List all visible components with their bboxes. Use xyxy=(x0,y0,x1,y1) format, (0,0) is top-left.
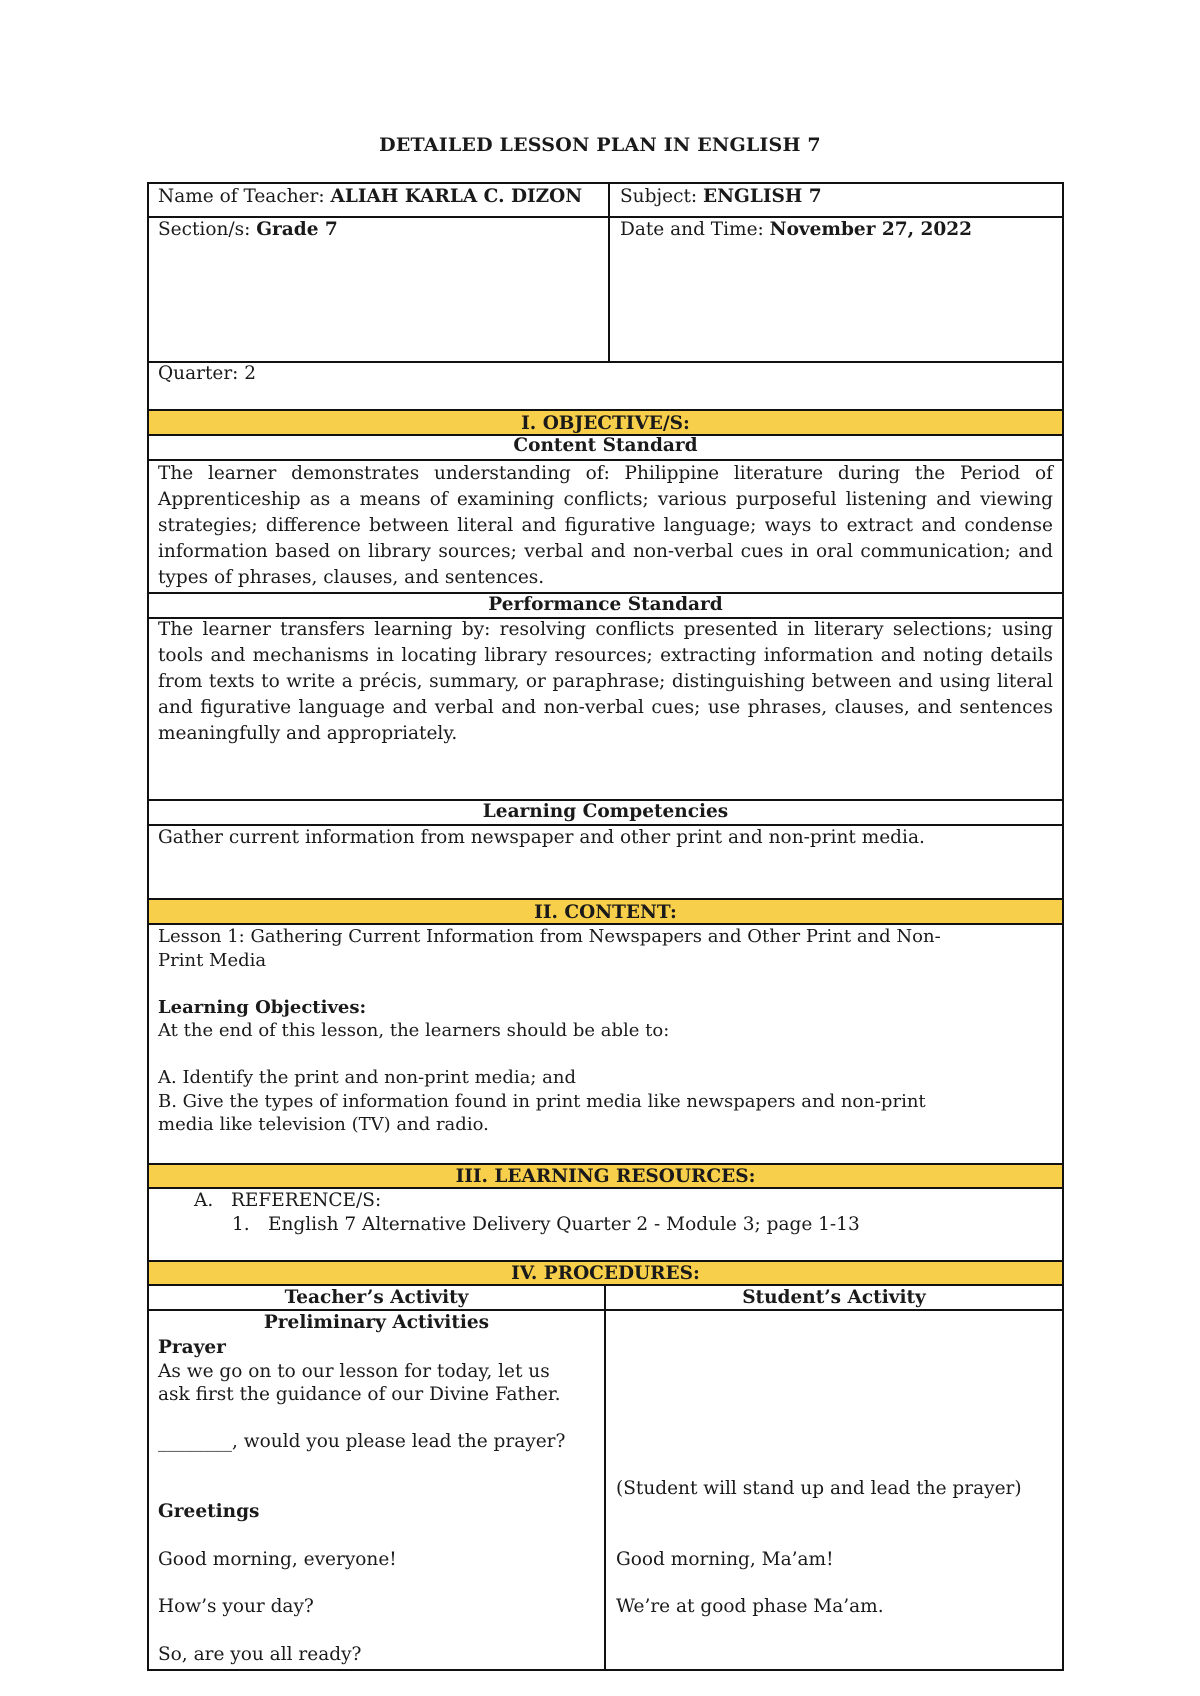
student-prayer-response: (Student will stand up and lead the prayer) xyxy=(616,1478,1022,1499)
content-heading: II. CONTENT: xyxy=(149,900,1062,923)
learning-competencies-heading: Learning Competencies xyxy=(482,801,729,822)
content-standard-text: The learner demonstrates understanding of: Philippine literature during the Period of Apprenticeship as a means of examining conflicts; various purposeful listening and viewing strategies; difference between literal and figurative language; ways to extract and condense information based on library sources; verbal and non-verbal cues in oral communication; and types of phrases, clauses, and sentences. xyxy=(158,463,1053,588)
table-border xyxy=(147,361,1064,363)
reference-item-marker: 1. xyxy=(232,1214,250,1235)
datetime-cell xyxy=(620,218,972,242)
section-cell xyxy=(158,218,338,242)
objectives-intro: At the end of this lesson, the learners should be able to: xyxy=(158,1020,670,1041)
table-border xyxy=(147,182,1064,184)
teacher-label: Name of Teacher: xyxy=(158,186,331,207)
lesson-title-line: Lesson 1: Gathering Current Information from Newspapers and Other Print and Non- xyxy=(158,926,941,947)
procedures-heading: IV. PROCEDURES: xyxy=(149,1262,1062,1284)
datetime-label: Date and Time: xyxy=(620,219,770,240)
column-divider xyxy=(608,182,610,362)
teacher-name: ALIAH KARLA C. DIZON xyxy=(330,186,583,207)
section-label: Section/s: xyxy=(158,219,257,240)
teacher-ready-question: So, are you all ready? xyxy=(158,1644,362,1665)
datetime-value: November 27, 2022 xyxy=(769,219,973,240)
prayer-text-line: ask first the guidance of our Divine Father. xyxy=(158,1384,561,1405)
teacher-greeting: Good morning, everyone! xyxy=(158,1549,397,1570)
lesson-title-line: Print Media xyxy=(158,949,267,971)
learning-objectives-label: Learning Objectives: xyxy=(158,996,367,1018)
resources-heading: III. LEARNING RESOURCES: xyxy=(149,1165,1062,1187)
objective-item-b: B. Give the types of information found in print media like newspapers and non-print xyxy=(158,1090,926,1112)
objectives-heading: I. OBJECTIVE/S: xyxy=(149,411,1062,434)
teacher-day-question: How’s your day? xyxy=(158,1596,314,1617)
prayer-label: Prayer xyxy=(158,1337,226,1358)
page-title: DETAILED LESSON PLAN IN ENGLISH 7 xyxy=(379,134,821,156)
reference-marker: A. xyxy=(194,1190,214,1211)
student-day-answer: We’re at good phase Ma’am. xyxy=(616,1596,884,1617)
learning-competencies-text: Gather current information from newspaper and other print and non-print media. xyxy=(158,827,925,848)
performance-standard-heading: Performance Standard xyxy=(488,594,723,615)
prayer-text-line: As we go on to our lesson for today, let us xyxy=(158,1361,550,1382)
lead-prayer-prompt: ________, would you please lead the prayer? xyxy=(158,1431,566,1452)
teacher-activity-header: Teacher’s Activity xyxy=(284,1287,469,1308)
reference-item: English 7 Alternative Delivery Quarter 2 - Module 3; page 1-13 xyxy=(268,1214,860,1235)
performance-standard-text: The learner transfers learning by: resolving conflicts presented in literary selections; using tools and mechanisms in locating library resources; extracting information and noting details from texts to write a précis, summary, or paraphrase; distinguishing between and using literal and figurative language and verbal and non-verbal cues; use phrases, clauses, and sentences meaningfully and appropriately. xyxy=(158,619,1053,744)
lesson-title xyxy=(158,925,1038,1137)
section-value: Grade 7 xyxy=(256,219,338,240)
subject-value: ENGLISH 7 xyxy=(703,186,822,207)
subject-label: Subject: xyxy=(620,186,704,207)
preliminary-activities-heading: Preliminary Activities xyxy=(263,1312,490,1333)
greetings-label: Greetings xyxy=(158,1501,260,1522)
reference-label: REFERENCE/S: xyxy=(231,1190,382,1211)
student-activity-header: Student’s Activity xyxy=(742,1287,926,1308)
subject-cell xyxy=(620,185,822,209)
objective-item-a: A. Identify the print and non-print media; and xyxy=(158,1067,576,1088)
quarter-cell: Quarter: 2 xyxy=(158,363,257,384)
content-standard-heading: Content Standard xyxy=(513,435,698,456)
student-greeting: Good morning, Ma’am! xyxy=(616,1549,834,1570)
column-divider xyxy=(604,1284,606,1670)
objective-item-b-cont: media like television (TV) and radio. xyxy=(158,1114,489,1135)
teacher-name-cell xyxy=(158,185,582,209)
